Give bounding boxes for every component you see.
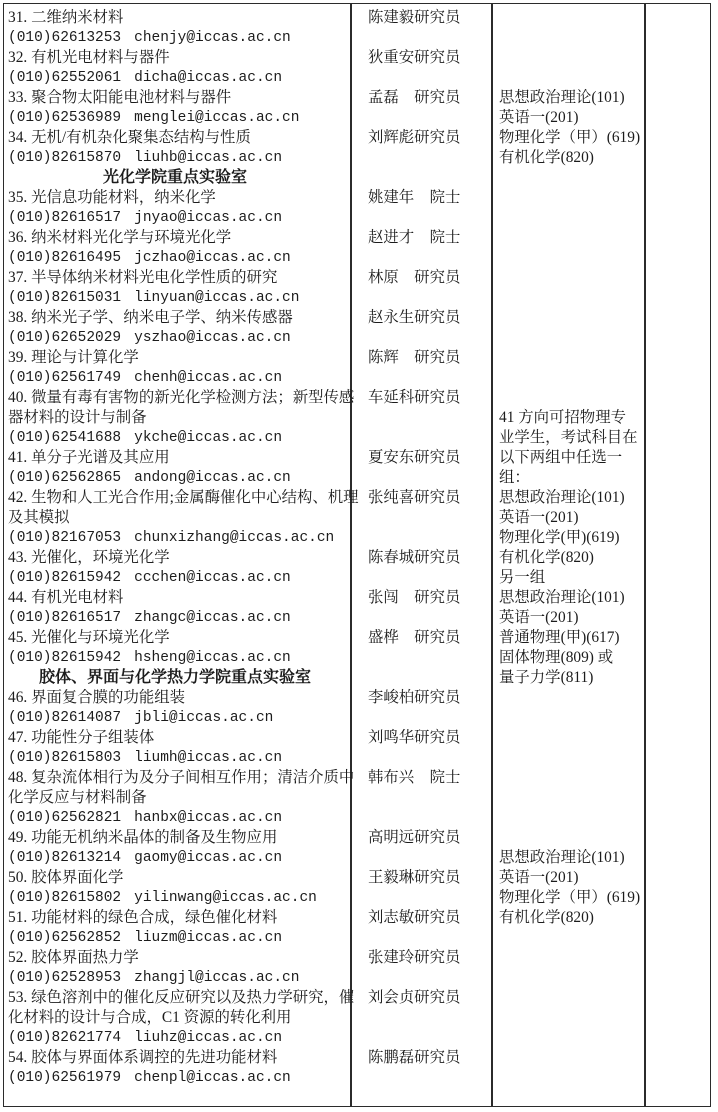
entry-phone: (010)62541688 xyxy=(8,430,122,446)
entry-contact-line xyxy=(8,568,291,588)
entry-title-line: 器材料的设计与制备 xyxy=(8,409,147,426)
entry-email: ccchen@iccas.ac.cn xyxy=(134,570,291,586)
entry-title-line: 51. 功能材料的绿色合成，绿色催化材料 xyxy=(8,909,278,926)
entry-phone: (010)82615803 xyxy=(8,750,122,766)
entry-email: hanbx@iccas.ac.cn xyxy=(134,810,283,826)
entry-phone: (010)62552061 xyxy=(8,70,122,86)
advisor-name: 高明远研究员 xyxy=(368,829,461,846)
entry-contact-line xyxy=(8,248,291,268)
entry-title-line: 49. 功能无机纳米晶体的制备及生物应用 xyxy=(8,829,278,846)
entry-phone: (010)62562852 xyxy=(8,930,122,946)
entry-title-line: 53. 绿色溶剂中的催化反应研究以及热力学研究，催 xyxy=(8,989,355,1006)
entry-phone: (010)62562821 xyxy=(8,810,122,826)
entry-title-line: 36. 纳米材料光化学与环境光化学 xyxy=(8,229,232,246)
entry-contact-line xyxy=(8,528,334,548)
entry-phone: (010)82616517 xyxy=(8,610,122,626)
entry-email: linyuan@iccas.ac.cn xyxy=(134,290,300,306)
entry-email: hsheng@iccas.ac.cn xyxy=(134,650,291,666)
entry-contact-line xyxy=(8,808,282,828)
entry-title-line: 及其模拟 xyxy=(8,509,70,526)
exam-subject-line: 有机化学(820) xyxy=(499,149,594,166)
entry-title-line: 37. 半导体纳米材料光电化学性质的研究 xyxy=(8,269,278,286)
entry-title-line: 38. 纳米光子学、纳米电子学、纳米传感器 xyxy=(8,309,293,326)
entry-phone: (010)82167053 xyxy=(8,530,122,546)
exam-subject-line: 思想政治理论(101) xyxy=(499,89,625,106)
entry-phone: (010)82616517 xyxy=(8,210,122,226)
entry-contact-line xyxy=(8,928,282,948)
exam-subject-line: 物理化学(甲)(619) xyxy=(499,529,620,546)
entry-phone: (010)62561979 xyxy=(8,1070,122,1086)
entry-email: liuhz@iccas.ac.cn xyxy=(134,1030,283,1046)
entry-title-line: 48. 复杂流体相行为及分子间相互作用；清洁介质中 xyxy=(8,769,355,786)
entry-email: andong@iccas.ac.cn xyxy=(134,470,291,486)
entry-title-line: 41. 单分子光谱及其应用 xyxy=(8,449,170,466)
entry-contact-line xyxy=(8,68,282,88)
entry-title-line: 42. 生物和人工光合作用;金属酶催化中心结构、机理 xyxy=(8,489,359,506)
advisor-name: 车延科研究员 xyxy=(368,389,461,406)
entry-title-line: 52. 胶体界面热力学 xyxy=(8,949,139,966)
advisor-name: 狄重安研究员 xyxy=(368,49,461,66)
advisor-name: 张闯 研究员 xyxy=(368,589,461,606)
entry-phone: (010)82614087 xyxy=(8,710,122,726)
exam-subject-line: 英语一(201) xyxy=(499,109,579,126)
entry-contact-line xyxy=(8,1068,291,1088)
entry-email: yilinwang@iccas.ac.cn xyxy=(134,890,317,906)
entry-title-line: 50. 胶体界面化学 xyxy=(8,869,124,886)
entry-email: zhangc@iccas.ac.cn xyxy=(134,610,291,626)
advisor-name: 张建玲研究员 xyxy=(368,949,461,966)
entry-title-line: 39. 理论与计算化学 xyxy=(8,349,139,366)
entry-email: chunxizhang@iccas.ac.cn xyxy=(134,530,335,546)
entry-contact-line xyxy=(8,208,282,228)
entry-title-line: 40. 微量有毒有害物的新光化学检测方法；新型传感 xyxy=(8,389,355,406)
entry-email: jnyao@iccas.ac.cn xyxy=(134,210,283,226)
entry-title-line: 35. 光信息功能材料，纳米化学 xyxy=(8,189,216,206)
entry-phone: (010)82613214 xyxy=(8,850,122,866)
entry-phone: (010)62652029 xyxy=(8,330,122,346)
entry-phone: (010)62613253 xyxy=(8,30,122,46)
exam-subject-line: 另一组 xyxy=(499,569,546,586)
entry-contact-line xyxy=(8,28,291,48)
advisor-name: 赵进才 院士 xyxy=(368,229,461,246)
advisor-name: 刘会贞研究员 xyxy=(368,989,461,1006)
exam-subject-line: 41 方向可招物理专 xyxy=(499,409,626,426)
advisor-name: 陈辉 研究员 xyxy=(368,349,461,366)
entry-title-line: 47. 功能性分子组装体 xyxy=(8,729,155,746)
exam-subject-line: 物理化学（甲）(619) xyxy=(499,889,641,906)
advisor-name: 王毅琳研究员 xyxy=(368,869,461,886)
entry-phone: (010)82615942 xyxy=(8,570,122,586)
entry-contact-line xyxy=(8,888,317,908)
exam-subject-line: 物理化学（甲）(619) xyxy=(499,129,641,146)
exam-subject-line: 组： xyxy=(499,469,530,486)
advisor-name: 陈建毅研究员 xyxy=(368,9,461,26)
section-header: 光化学院重点实验室 xyxy=(102,169,247,186)
advisor-name: 盛桦 研究员 xyxy=(368,629,461,646)
exam-subject-line: 量子力学(811) xyxy=(499,669,594,686)
exam-subject-line: 业学生，考试科目在 xyxy=(499,429,638,446)
exam-subject-line: 思想政治理论(101) xyxy=(499,589,625,606)
entry-title-line: 化学反应与材料制备 xyxy=(8,789,147,806)
entry-contact-line xyxy=(8,328,291,348)
entry-contact-line xyxy=(8,608,291,628)
entry-email: zhangjl@iccas.ac.cn xyxy=(134,970,300,986)
entry-email: jbli@iccas.ac.cn xyxy=(134,710,274,726)
entry-contact-line xyxy=(8,148,282,168)
advisor-name: 赵永生研究员 xyxy=(368,309,461,326)
entry-contact-line xyxy=(8,468,291,488)
entry-phone: (010)62528953 xyxy=(8,970,122,986)
entry-title-line: 44. 有机光电材料 xyxy=(8,589,124,606)
entry-title-line: 54. 胶体与界面体系调控的先进功能材料 xyxy=(8,1049,278,1066)
entry-email: liuhb@iccas.ac.cn xyxy=(134,150,283,166)
exam-subject-line: 以下两组中任选一 xyxy=(499,449,623,466)
entry-title-line: 34. 无机/有机杂化聚集态结构与性质 xyxy=(8,129,251,146)
entry-phone: (010)62561749 xyxy=(8,370,122,386)
entry-phone: (010)82616495 xyxy=(8,250,122,266)
exam-subject-line: 英语一(201) xyxy=(499,509,579,526)
entry-title-line: 31. 二维纳米材料 xyxy=(8,9,124,26)
entry-email: chenjy@iccas.ac.cn xyxy=(134,30,291,46)
advisor-name: 李峻柏研究员 xyxy=(368,689,461,706)
entry-title-line: 43. 光催化，环境光化学 xyxy=(8,549,170,566)
advisor-name: 孟磊 研究员 xyxy=(368,89,461,106)
entry-title-line: 化材料的设计与合成，C1 资源的转化利用 xyxy=(8,1009,292,1026)
entry-phone: (010)82615031 xyxy=(8,290,122,306)
entry-contact-line xyxy=(8,748,282,768)
entry-phone: (010)62562865 xyxy=(8,470,122,486)
entry-title-line: 33. 聚合物太阳能电池材料与器件 xyxy=(8,89,232,106)
entry-contact-line xyxy=(8,1028,282,1048)
exam-subject-line: 有机化学(820) xyxy=(499,549,594,566)
entry-email: liumh@iccas.ac.cn xyxy=(134,750,283,766)
entry-contact-line xyxy=(8,968,299,988)
entry-phone: (010)82615942 xyxy=(8,650,122,666)
entry-email: ykche@iccas.ac.cn xyxy=(134,430,283,446)
advisor-name: 夏安东研究员 xyxy=(368,449,461,466)
advisor-name: 林原 研究员 xyxy=(368,269,461,286)
entry-email: jczhao@iccas.ac.cn xyxy=(134,250,291,266)
exam-subject-line: 思想政治理论(101) xyxy=(499,489,625,506)
entry-phone: (010)62536989 xyxy=(8,110,122,126)
entry-contact-line xyxy=(8,648,291,668)
entry-email: menglei@iccas.ac.cn xyxy=(134,110,300,126)
exam-subject-line: 英语一(201) xyxy=(499,869,579,886)
advisor-name: 韩布兴 院士 xyxy=(368,769,461,786)
entry-email: liuzm@iccas.ac.cn xyxy=(134,930,283,946)
exam-subject-line: 英语一(201) xyxy=(499,609,579,626)
exam-subject-line: 思想政治理论(101) xyxy=(499,849,625,866)
advisor-name: 刘志敏研究员 xyxy=(368,909,461,926)
entry-email: chenh@iccas.ac.cn xyxy=(134,370,283,386)
entry-contact-line xyxy=(8,428,282,448)
entry-email: dicha@iccas.ac.cn xyxy=(134,70,283,86)
entry-phone: (010)82615802 xyxy=(8,890,122,906)
advisor-name: 陈春城研究员 xyxy=(368,549,461,566)
section-header: 胶体、界面与化学热力学院重点实验室 xyxy=(38,669,311,686)
exam-subject-line: 普通物理(甲)(617) xyxy=(499,629,620,646)
advisor-name: 刘鸣华研究员 xyxy=(368,729,461,746)
advisor-name: 刘辉彪研究员 xyxy=(368,129,461,146)
exam-subject-line: 固体物理(809) 或 xyxy=(499,649,614,666)
entry-contact-line xyxy=(8,288,299,308)
entry-contact-line xyxy=(8,368,282,388)
entry-email: yszhao@iccas.ac.cn xyxy=(134,330,291,346)
advisor-name: 姚建年 院士 xyxy=(368,189,461,206)
exam-subject-line: 有机化学(820) xyxy=(499,909,594,926)
entry-email: gaomy@iccas.ac.cn xyxy=(134,850,283,866)
entry-title-line: 45. 光催化与环境光化学 xyxy=(8,629,170,646)
entry-title-line: 46. 界面复合膜的功能组装 xyxy=(8,689,185,706)
entry-phone: (010)82615870 xyxy=(8,150,122,166)
advisor-name: 张纯喜研究员 xyxy=(368,489,461,506)
entry-contact-line xyxy=(8,848,282,868)
entry-title-line: 32. 有机光电材料与器件 xyxy=(8,49,170,66)
advisor-name: 陈鹏磊研究员 xyxy=(368,1049,461,1066)
entry-contact-line xyxy=(8,108,299,128)
entry-phone: (010)82621774 xyxy=(8,1030,122,1046)
entry-email: chenpl@iccas.ac.cn xyxy=(134,1070,291,1086)
entry-contact-line xyxy=(8,708,273,728)
